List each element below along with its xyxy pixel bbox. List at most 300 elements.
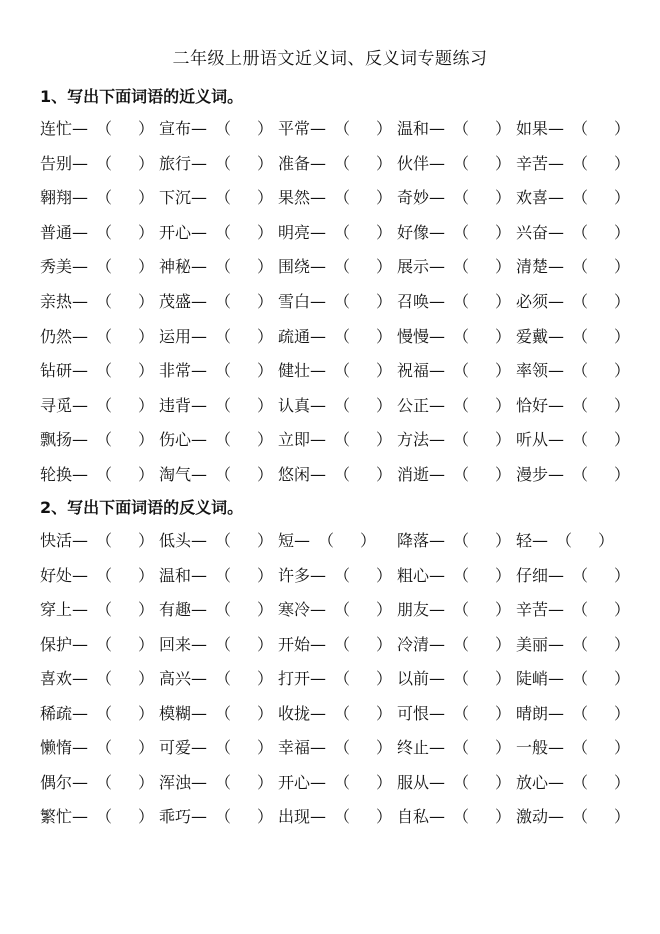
answer-blank-close: ） — [495, 119, 512, 138]
answer-blank-close: ） — [257, 738, 274, 757]
word-prompt: 亲热— — [40, 292, 89, 311]
exercise-item — [278, 735, 397, 761]
answer-blank-close: ） — [376, 153, 393, 173]
exercise-item — [40, 427, 159, 453]
word-prompt: 兴奋— — [516, 222, 565, 242]
exercise-item — [516, 254, 635, 280]
answer-blank-open: （ — [334, 188, 351, 208]
answer-blank-close: ） — [376, 738, 393, 757]
word-prompt: 悠闲— — [278, 465, 327, 484]
exercise-row — [40, 735, 640, 761]
word-prompt: 雪白— — [278, 292, 327, 311]
exercise-row — [40, 597, 640, 623]
answer-blank-close: ） — [138, 395, 155, 415]
answer-blank-open: （ — [334, 772, 351, 792]
answer-blank-close: ） — [138, 153, 155, 173]
answer-blank-close: ） — [257, 326, 274, 346]
answer-blank-open: （ — [334, 634, 351, 654]
answer-blank-open: （ — [96, 465, 113, 484]
answer-blank-close: ） — [257, 395, 274, 415]
answer-blank-close: ） — [495, 772, 512, 792]
exercise-item — [159, 427, 278, 453]
answer-blank-open: （ — [96, 703, 113, 723]
word-prompt: 果然— — [278, 188, 327, 208]
answer-blank-open: （ — [572, 807, 589, 826]
exercise-row — [40, 324, 640, 350]
word-prompt: 美丽— — [516, 634, 565, 654]
answer-blank-open: （ — [215, 153, 232, 173]
exercise-item — [278, 116, 397, 142]
word-prompt: 模糊— — [159, 703, 208, 723]
answer-blank-open: （ — [96, 600, 113, 619]
exercise-item — [516, 427, 635, 453]
word-prompt: 激动— — [516, 807, 565, 826]
answer-blank-open: （ — [215, 292, 232, 311]
answer-blank-open: （ — [215, 119, 232, 138]
exercise-item — [397, 770, 516, 796]
word-prompt: 寻觅— — [40, 395, 89, 415]
answer-blank-close: ） — [495, 395, 512, 415]
answer-blank-close: ） — [376, 465, 393, 484]
word-prompt: 服从— — [397, 772, 446, 792]
exercise-item — [159, 666, 278, 692]
word-prompt: 欢喜— — [516, 188, 565, 208]
answer-blank-close: ） — [138, 326, 155, 346]
answer-blank-close: ） — [257, 188, 274, 208]
word-prompt: 轮换— — [40, 465, 89, 484]
word-prompt: 伤心— — [159, 430, 208, 450]
exercise-item — [397, 632, 516, 658]
exercise-item — [159, 597, 278, 623]
word-prompt: 晴朗— — [516, 703, 565, 723]
answer-blank-open: （ — [96, 326, 113, 346]
exercise-item — [516, 151, 635, 177]
answer-blank-open: （ — [96, 153, 113, 173]
exercise-item — [278, 462, 397, 488]
exercise-item — [516, 735, 635, 761]
exercise-item — [397, 597, 516, 623]
word-prompt: 仍然— — [40, 326, 89, 346]
answer-blank-close: ） — [495, 738, 512, 757]
answer-blank-open: （ — [572, 188, 589, 208]
word-prompt: 幸福— — [278, 738, 327, 757]
answer-blank-open: （ — [334, 257, 351, 277]
exercise-item — [159, 393, 278, 419]
answer-blank-open: （ — [96, 188, 113, 208]
exercise-item — [278, 528, 397, 554]
answer-blank-close: ） — [257, 634, 274, 654]
answer-blank-open: （ — [572, 634, 589, 654]
word-prompt: 仔细— — [516, 565, 565, 585]
exercise-item — [516, 220, 635, 246]
answer-blank-close: ） — [614, 257, 631, 277]
answer-blank-open: （ — [334, 430, 351, 450]
exercise-item — [397, 220, 516, 246]
answer-blank-close: ） — [138, 465, 155, 484]
answer-blank-close: ） — [257, 292, 274, 311]
word-prompt: 围绕— — [278, 257, 327, 277]
word-prompt: 收拢— — [278, 703, 327, 723]
exercise-item — [278, 770, 397, 796]
answer-blank-close: ） — [257, 361, 274, 381]
answer-blank-close: ） — [614, 119, 631, 138]
answer-blank-close: ） — [138, 430, 155, 450]
answer-blank-open: （ — [572, 565, 589, 585]
answer-blank-open: （ — [334, 222, 351, 242]
answer-blank-open: （ — [453, 669, 470, 688]
answer-blank-close: ） — [376, 188, 393, 208]
answer-blank-open: （ — [318, 531, 335, 550]
answer-blank-close: ） — [614, 703, 631, 723]
answer-blank-open: （ — [334, 807, 351, 826]
exercise-item — [516, 462, 635, 488]
answer-blank-open: （ — [453, 326, 470, 346]
exercise-item — [40, 597, 159, 623]
answer-blank-close: ） — [495, 257, 512, 277]
answer-blank-open: （ — [334, 361, 351, 381]
word-prompt: 消逝— — [397, 465, 446, 484]
answer-blank-close: ） — [257, 257, 274, 277]
exercise-row — [40, 701, 640, 727]
word-prompt: 朋友— — [397, 600, 446, 619]
answer-blank-open: （ — [453, 565, 470, 585]
word-prompt: 辛苦— — [516, 600, 565, 619]
exercise-item — [516, 804, 635, 830]
exercise-row — [40, 632, 640, 658]
word-prompt: 运用— — [159, 326, 208, 346]
word-prompt: 旅行— — [159, 153, 208, 173]
word-prompt: 出现— — [278, 807, 327, 826]
exercise-item — [40, 528, 159, 554]
exercise-item — [278, 632, 397, 658]
word-prompt: 喜欢— — [40, 669, 89, 688]
word-prompt: 有趣— — [159, 600, 208, 619]
exercise-item — [159, 462, 278, 488]
word-prompt: 恰好— — [516, 395, 565, 415]
answer-blank-close: ） — [257, 600, 274, 619]
answer-blank-open: （ — [215, 430, 232, 450]
word-prompt: 翱翔— — [40, 188, 89, 208]
word-prompt: 低头— — [159, 531, 208, 550]
word-prompt: 开心— — [278, 772, 327, 792]
answer-blank-open: （ — [572, 361, 589, 381]
answer-blank-close: ） — [138, 188, 155, 208]
word-prompt: 清楚— — [516, 257, 565, 277]
word-prompt: 轻— — [516, 531, 549, 550]
word-prompt: 放心— — [516, 772, 565, 792]
exercise-item — [397, 563, 516, 589]
exercise-item — [397, 528, 516, 554]
exercise-item — [40, 701, 159, 727]
answer-blank-close: ） — [614, 361, 631, 381]
word-prompt: 许多— — [278, 565, 327, 585]
word-prompt: 漫步— — [516, 465, 565, 484]
answer-blank-close: ） — [614, 634, 631, 654]
word-prompt: 祝福— — [397, 361, 446, 381]
word-prompt: 回来— — [159, 634, 208, 654]
word-prompt: 偶尔— — [40, 772, 89, 792]
exercise-item — [278, 427, 397, 453]
word-prompt: 开始— — [278, 634, 327, 654]
answer-blank-close: ） — [257, 531, 274, 550]
answer-blank-open: （ — [334, 565, 351, 585]
answer-blank-open: （ — [215, 565, 232, 585]
exercise-row — [40, 289, 640, 315]
exercise-item — [159, 185, 278, 211]
answer-blank-open: （ — [215, 395, 232, 415]
word-prompt: 一般— — [516, 738, 565, 757]
answer-blank-open: （ — [215, 738, 232, 757]
word-prompt: 开心— — [159, 222, 208, 242]
answer-blank-open: （ — [215, 222, 232, 242]
exercise-item — [397, 462, 516, 488]
exercise-item — [397, 701, 516, 727]
answer-blank-close: ） — [495, 531, 512, 550]
exercise-item — [516, 666, 635, 692]
word-prompt: 公正— — [397, 395, 446, 415]
answer-blank-close: ） — [614, 807, 631, 826]
answer-blank-close: ） — [257, 565, 274, 585]
word-prompt: 如果— — [516, 119, 565, 138]
exercise-item — [516, 701, 635, 727]
word-prompt: 准备— — [278, 153, 327, 173]
answer-blank-close: ） — [257, 772, 274, 792]
exercise-item — [159, 324, 278, 350]
answer-blank-close: ） — [138, 634, 155, 654]
answer-blank-open: （ — [96, 395, 113, 415]
answer-blank-close: ） — [138, 257, 155, 277]
exercise-item — [159, 116, 278, 142]
exercise-item — [397, 804, 516, 830]
answer-blank-open: （ — [572, 257, 589, 277]
exercise-item — [397, 151, 516, 177]
word-prompt: 快活— — [40, 531, 89, 550]
exercise-item — [516, 393, 635, 419]
exercise-item — [159, 563, 278, 589]
exercise-item — [40, 632, 159, 658]
answer-blank-open: （ — [96, 430, 113, 450]
word-prompt: 方法— — [397, 430, 446, 450]
word-prompt: 高兴— — [159, 669, 208, 688]
word-prompt: 违背— — [159, 395, 208, 415]
exercise-item — [516, 289, 635, 315]
answer-blank-open: （ — [572, 465, 589, 484]
exercise-item — [397, 358, 516, 384]
answer-blank-open: （ — [572, 703, 589, 723]
answer-blank-close: ） — [614, 669, 631, 688]
answer-blank-open: （ — [572, 326, 589, 346]
answer-blank-open: （ — [572, 600, 589, 619]
word-prompt: 终止— — [397, 738, 446, 757]
exercise-row — [40, 462, 640, 488]
answer-blank-open: （ — [453, 465, 470, 484]
word-prompt: 辛苦— — [516, 153, 565, 173]
answer-blank-open: （ — [453, 703, 470, 723]
exercise-item — [40, 666, 159, 692]
word-prompt: 疏通— — [278, 326, 327, 346]
exercise-item — [516, 185, 635, 211]
answer-blank-open: （ — [334, 669, 351, 688]
answer-blank-close: ） — [495, 292, 512, 311]
exercise-row — [40, 151, 640, 177]
answer-blank-open: （ — [572, 119, 589, 138]
exercise-item — [397, 735, 516, 761]
word-prompt: 爱戴— — [516, 326, 565, 346]
exercise-item — [278, 393, 397, 419]
answer-blank-close: ） — [614, 395, 631, 415]
word-prompt: 展示— — [397, 257, 446, 277]
exercise-item — [40, 220, 159, 246]
exercise-item — [159, 289, 278, 315]
exercise-item — [397, 289, 516, 315]
exercise-item — [516, 358, 635, 384]
exercise-item — [397, 185, 516, 211]
exercise-item — [278, 289, 397, 315]
exercise-row — [40, 358, 640, 384]
word-prompt: 浑浊— — [159, 772, 208, 792]
exercise-item — [278, 666, 397, 692]
exercise-item — [278, 151, 397, 177]
exercise-item — [397, 324, 516, 350]
answer-blank-open: （ — [96, 669, 113, 688]
exercise-item — [159, 770, 278, 796]
answer-blank-open: （ — [215, 531, 232, 550]
answer-blank-close: ） — [614, 153, 631, 173]
answer-blank-close: ） — [614, 600, 631, 619]
answer-blank-close: ） — [495, 703, 512, 723]
section-heading: 2、写出下面词语的反义词。 — [40, 498, 244, 517]
word-prompt: 可爱— — [159, 738, 208, 757]
answer-blank-open: （ — [215, 257, 232, 277]
answer-blank-open: （ — [215, 361, 232, 381]
answer-blank-close: ） — [138, 531, 155, 550]
exercise-item — [516, 597, 635, 623]
exercise-item — [397, 427, 516, 453]
answer-blank-open: （ — [334, 465, 351, 484]
exercise-item — [159, 220, 278, 246]
answer-blank-close: ） — [257, 703, 274, 723]
answer-blank-close: ） — [257, 465, 274, 484]
word-prompt: 伙伴— — [397, 153, 446, 173]
answer-blank-close: ） — [138, 565, 155, 585]
answer-blank-close: ） — [257, 669, 274, 688]
word-prompt: 降落— — [397, 531, 446, 550]
word-prompt: 普通— — [40, 222, 89, 242]
exercise-item — [159, 254, 278, 280]
answer-blank-open: （ — [96, 119, 113, 138]
exercise-row — [40, 427, 640, 453]
exercise-item — [516, 632, 635, 658]
word-prompt: 茂盛— — [159, 292, 208, 311]
answer-blank-close: ） — [376, 292, 393, 311]
answer-blank-open: （ — [453, 395, 470, 415]
answer-blank-open: （ — [96, 738, 113, 757]
exercise-row — [40, 666, 640, 692]
word-prompt: 连忙— — [40, 119, 89, 138]
word-prompt: 自私— — [397, 807, 446, 826]
answer-blank-close: ） — [376, 430, 393, 450]
word-prompt: 立即— — [278, 430, 327, 450]
exercise-item — [159, 735, 278, 761]
exercise-row — [40, 254, 640, 280]
answer-blank-open: （ — [215, 669, 232, 688]
answer-blank-open: （ — [96, 565, 113, 585]
answer-blank-close: ） — [138, 703, 155, 723]
answer-blank-open: （ — [96, 531, 113, 550]
answer-blank-close: ） — [376, 361, 393, 381]
answer-blank-close: ） — [614, 292, 631, 311]
answer-blank-close: ） — [495, 430, 512, 450]
word-prompt: 稀疏— — [40, 703, 89, 723]
answer-blank-close: ） — [257, 430, 274, 450]
answer-blank-open: （ — [572, 153, 589, 173]
answer-blank-close: ） — [495, 669, 512, 688]
exercise-item — [159, 528, 278, 554]
answer-blank-open: （ — [334, 292, 351, 311]
word-prompt: 明亮— — [278, 222, 327, 242]
word-prompt: 穿上— — [40, 600, 89, 619]
exercise-row — [40, 563, 640, 589]
answer-blank-open: （ — [334, 119, 351, 138]
answer-blank-close: ） — [138, 600, 155, 619]
answer-blank-open: （ — [96, 807, 113, 826]
word-prompt: 钻研— — [40, 361, 89, 381]
answer-blank-close: ） — [376, 257, 393, 277]
answer-blank-open: （ — [215, 634, 232, 654]
answer-blank-open: （ — [453, 361, 470, 381]
word-prompt: 好像— — [397, 222, 446, 242]
answer-blank-close: ） — [376, 634, 393, 654]
exercise-item — [159, 358, 278, 384]
answer-blank-open: （ — [453, 257, 470, 277]
exercise-item — [40, 254, 159, 280]
exercise-item — [278, 220, 397, 246]
exercise-row — [40, 220, 640, 246]
word-prompt: 可恨— — [397, 703, 446, 723]
exercise-item — [278, 254, 397, 280]
exercise-item — [40, 324, 159, 350]
answer-blank-close: ） — [376, 565, 393, 585]
word-prompt: 健壮— — [278, 361, 327, 381]
answer-blank-open: （ — [334, 326, 351, 346]
exercise-item — [278, 185, 397, 211]
word-prompt: 召唤— — [397, 292, 446, 311]
answer-blank-open: （ — [334, 703, 351, 723]
answer-blank-close: ） — [138, 738, 155, 757]
answer-blank-open: （ — [96, 772, 113, 792]
answer-blank-close: ） — [376, 119, 393, 138]
answer-blank-open: （ — [215, 326, 232, 346]
exercise-item — [516, 528, 635, 554]
answer-blank-close: ） — [614, 738, 631, 757]
exercise-item — [278, 358, 397, 384]
exercise-item — [159, 701, 278, 727]
answer-blank-open: （ — [453, 531, 470, 550]
word-prompt: 繁忙— — [40, 807, 89, 826]
answer-blank-close: ） — [376, 669, 393, 688]
answer-blank-close: ） — [376, 395, 393, 415]
exercise-item — [159, 632, 278, 658]
answer-blank-close: ） — [614, 772, 631, 792]
answer-blank-open: （ — [453, 430, 470, 450]
answer-blank-open: （ — [453, 634, 470, 654]
answer-blank-open: （ — [96, 634, 113, 654]
answer-blank-open: （ — [215, 465, 232, 484]
exercise-item — [40, 116, 159, 142]
answer-blank-close: ） — [614, 188, 631, 208]
exercise-row — [40, 528, 640, 554]
word-prompt: 率领— — [516, 361, 565, 381]
